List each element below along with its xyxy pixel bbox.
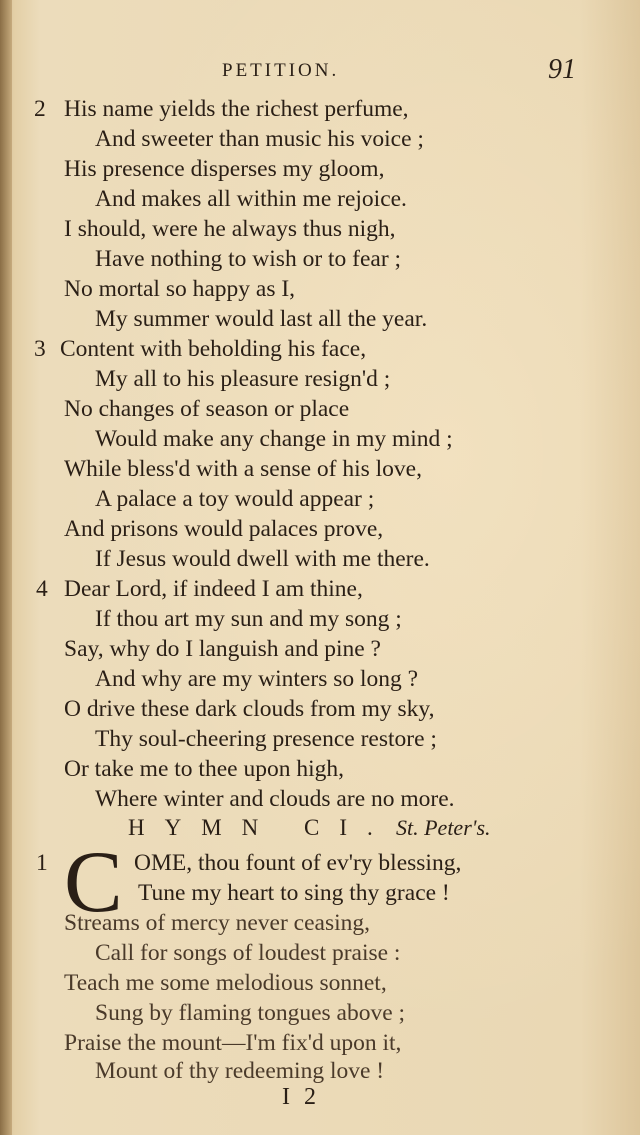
poem-line: No mortal so happy as I, — [64, 276, 296, 302]
poem-line: And why are my winters so long ? — [95, 666, 419, 692]
poem-line: Where winter and clouds are no more. — [95, 786, 455, 812]
poem-line: Thy soul-cheering presence restore ; — [95, 726, 437, 752]
signature-mark: I 2 — [282, 1084, 320, 1110]
poem-line: And makes all within me rejoice. — [95, 186, 407, 212]
verse-number: 1 — [36, 850, 48, 876]
poem-line: And prisons would palaces prove, — [64, 516, 384, 542]
poem-line: While bless'd with a sense of his love, — [64, 456, 422, 482]
poem-line: Say, why do I languish and pine ? — [64, 636, 381, 662]
hymn-line: Tune my heart to sing thy grace ! — [138, 880, 450, 906]
poem-line: 2 His name yields the richest perfume, — [34, 96, 409, 122]
hymn-line: Mount of thy redeeming love ! — [95, 1058, 385, 1084]
hymn-line: Call for songs of loudest praise : — [95, 940, 401, 966]
poem-line: My all to his pleasure resign'd ; — [95, 366, 391, 392]
stanza-number: 3 — [34, 336, 46, 362]
stanza-number: 2 — [34, 96, 46, 122]
poem-line: 4 Dear Lord, if indeed I am thine, — [36, 576, 363, 602]
hymn-line: Sung by flaming tongues above ; — [95, 1000, 406, 1026]
poem-line: Or take me to thee upon high, — [64, 756, 344, 782]
hymn-title: HYMN CI. — [128, 815, 393, 840]
drop-cap: C — [64, 834, 123, 931]
poem-line: A palace a toy would appear ; — [95, 486, 375, 512]
poem-line: My summer would last all the year. — [95, 306, 428, 332]
poem-line: Have nothing to wish or to fear ; — [95, 246, 402, 272]
hymn-tune: St. Peter's. — [396, 815, 491, 840]
poem-line: 3 Content with beholding his face, — [34, 336, 367, 362]
poem-line: If Jesus would dwell with me there. — [95, 546, 430, 572]
poem-line: If thou art my sun and my song ; — [95, 606, 402, 632]
page-header — [0, 54, 640, 88]
poem-line: His presence disperses my gloom, — [64, 156, 385, 182]
stanza-number: 4 — [36, 576, 48, 602]
poem-line: I should, were he always thus nigh, — [64, 216, 396, 242]
hymn-line: Streams of mercy never ceasing, — [64, 910, 371, 936]
hymn-line: OME, thou fount of ev'ry blessing, — [134, 850, 462, 876]
poem-line: Would make any change in my mind ; — [95, 426, 453, 452]
poem-line: No changes of season or place — [64, 396, 350, 422]
hymn-line: Praise the mount—I'm fix'd upon it, — [64, 1030, 402, 1056]
hymn-line: Teach me some melodious sonnet, — [64, 970, 387, 996]
page-number: 91 — [548, 54, 576, 85]
poem-line: O drive these dark clouds from my sky, — [64, 696, 435, 722]
poem-line: And sweeter than music his voice ; — [95, 126, 424, 152]
running-title: PETITION. — [222, 60, 340, 81]
